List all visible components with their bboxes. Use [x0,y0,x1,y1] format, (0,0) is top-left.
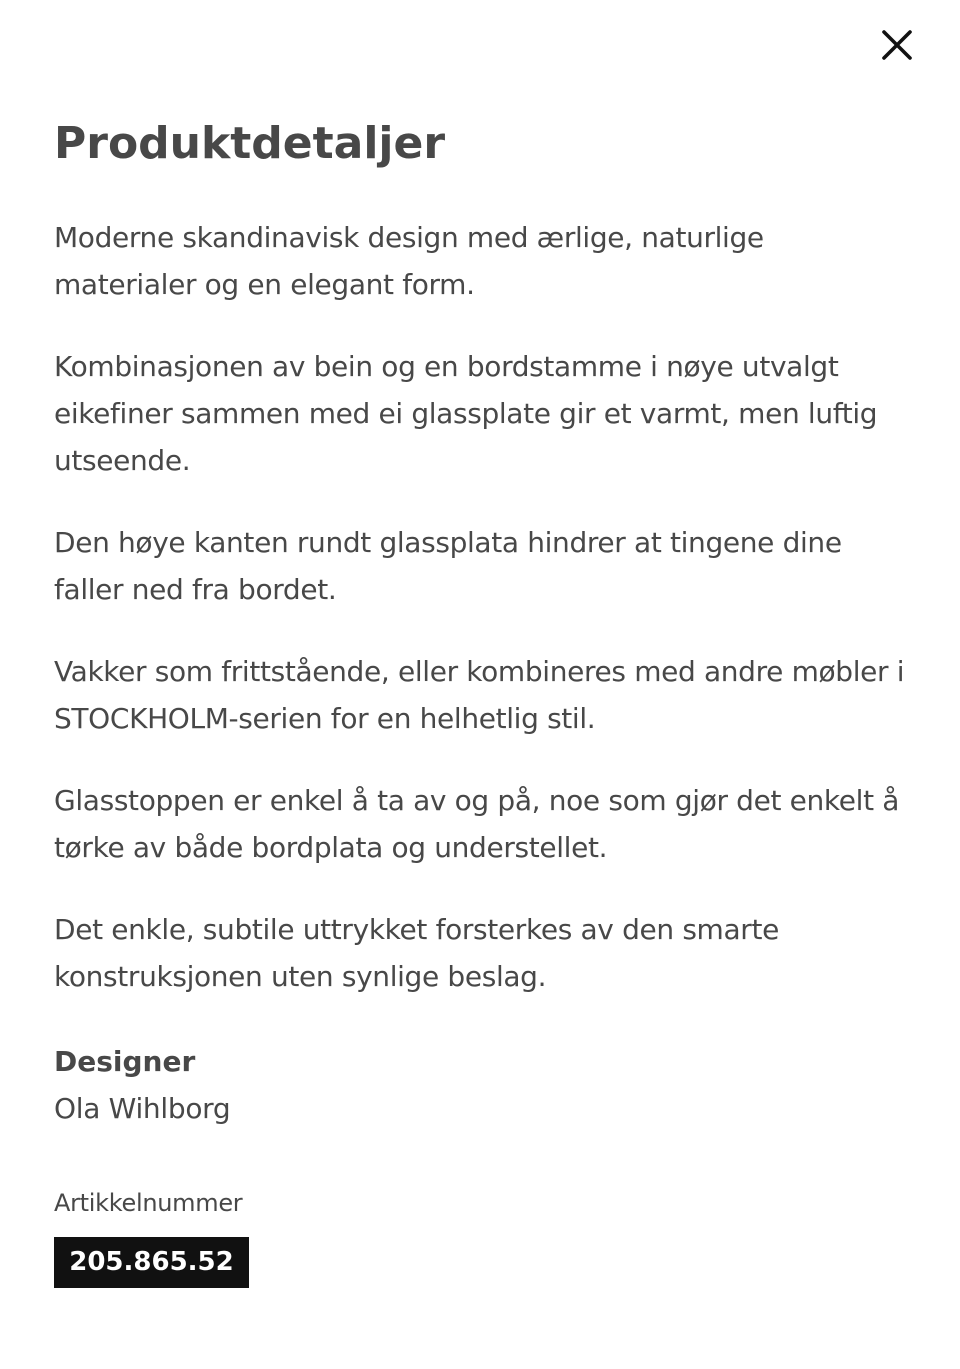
article-number-badge: 205.865.52 [54,1237,249,1288]
close-button[interactable] [874,22,920,68]
description-paragraph: Kombinasjonen av bein og en bordstamme i nøye utvalgt eikefiner sammen med ei glassplate gir et varmt, men luftig utseende. [54,350,878,477]
product-description [54,214,914,1035]
description-paragraph: Glasstoppen er enkel å ta av og på, noe som gjør det enkelt å tørke av både bordplata og understellet. [54,784,900,864]
close-icon [881,29,913,61]
designer-name: Ola Wihlborg [54,1092,231,1125]
article-number-label: Artikkelnummer [54,1189,243,1217]
description-paragraph: Vakker som frittstående, eller kombineres med andre møbler i STOCKHOLM-serien for en helhetlig stil. [54,655,905,735]
page-title: Produktdetaljer [54,118,446,169]
description-paragraph: Moderne skandinavisk design med ærlige, naturlige materialer og en elegant form. [54,221,764,301]
description-paragraph: Det enkle, subtile uttrykket forsterkes av den smarte konstruksjonen uten synlige beslag. [54,913,779,993]
designer-label: Designer [54,1045,196,1078]
description-paragraph: Den høye kanten rundt glassplata hindrer at tingene dine faller ned fra bordet. [54,526,842,606]
